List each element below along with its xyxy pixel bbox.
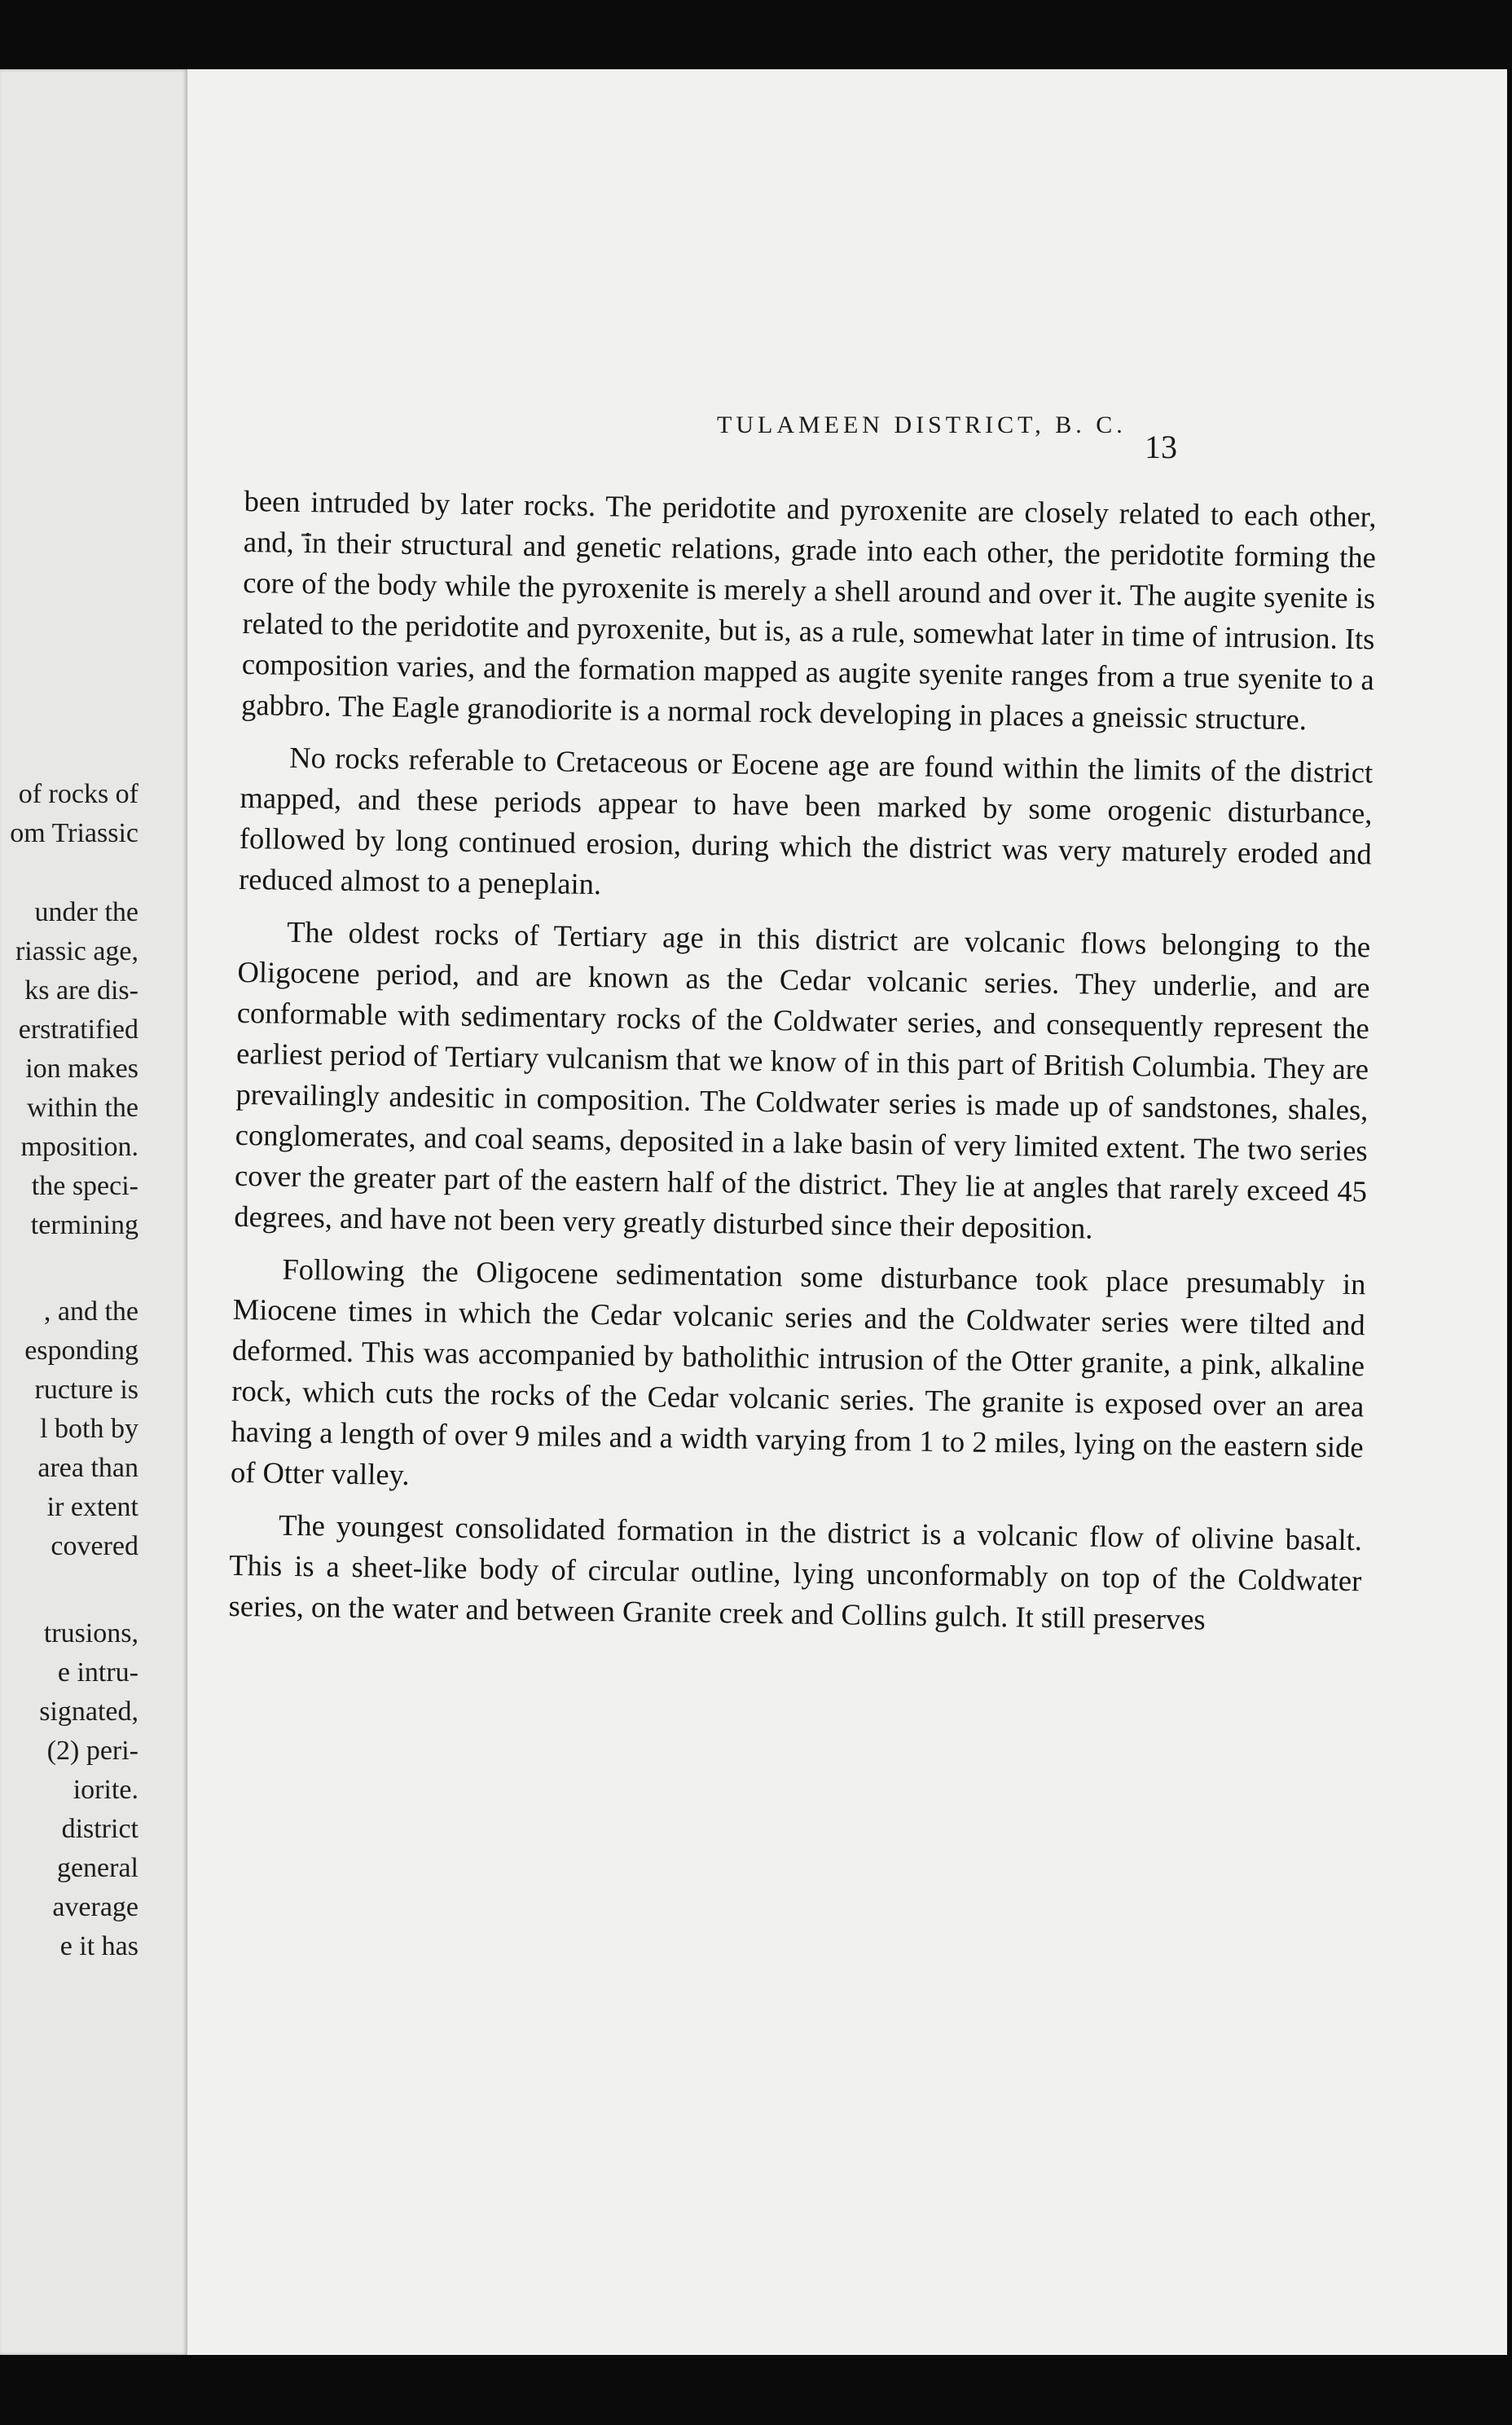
left-line-27: e it has [59,1931,138,1961]
left-line-24: district [61,1814,138,1844]
left-line-3: under the [34,897,138,927]
running-head-text: TULAMEEN DISTRICT, B. C. [717,412,1127,438]
left-line-21: signated, [39,1697,138,1727]
left-line-11: termining [30,1210,138,1240]
left-line-1: of rocks of [18,779,138,809]
paragraph-2: No rocks referable to Cretaceous or Eocene age are found within the limits of the district mapped, and these periods appear to have been marked by some orogenic disturbance, followed by long continued erosion, during which the district was very maturely eroded and reduced almost to a peneplain. [238,740,1374,901]
left-line-20: e intru- [57,1657,138,1688]
paragraph-5: The youngest consolidated formation in the district is a volcanic flow of olivine basalt. This is a sheet-like body of circular outline, lying unconformably on top of the Coldwater series, on the water and between Granite creek and Collins gulch. It still preserves [228,1507,1363,1636]
left-line-25: general [56,1853,138,1883]
left-page-fragment [0,69,187,2355]
left-line-10: the speci- [31,1171,138,1201]
left-line-7: ion makes [25,1054,138,1084]
left-line-4: riassic age, [15,936,138,966]
paragraph-4: Following the Oligocene sedimentation some disturbance took place presumably in Miocene times in which the Cedar volcanic series and the Coldwater series were tilted and deformed. This was accompanied by batholithic intrusion of the Otter granite, a pink, alkaline rock, which cuts the rocks of the Cedar volcanic series. The granite is exposed over an area having a length of over 9 miles and a width varying from 1 to 2 miles, lying on the eastern side of Otter valley. [230,1252,1366,1491]
left-line-2: om Triassic [10,818,138,848]
left-line-6: erstratified [18,1014,138,1045]
left-line-14: ructure is [34,1375,138,1405]
left-line-19: trusions, [43,1618,138,1648]
paragraph-1: been intruded by later rocks. The peridotite and pyroxenite are closely related to each other, and, in their structural and genetic relations, grade into each other, the peridotite forming the core of the body while the pyroxenite is merely a shell around and over it. The augite syenite is related to the peridotite and pyroxenite, but is, as a rule, somewhat later in time of intrusion. Its composition varies, and the formation mapped as augite syenite ranges from a true syenite to a gabbro. The Eagle granodiorite is a normal rock developing in places a gneissic structure. [240,483,1377,737]
right-page [187,69,1507,2355]
left-line-5: ks are dis- [24,975,138,1006]
left-line-16: area than [37,1453,138,1483]
left-line-13: esponding [24,1336,138,1366]
left-line-8: within the [27,1093,138,1123]
left-line-22: (2) peri- [46,1736,138,1766]
left-line-23: iorite. [73,1775,138,1805]
left-line-15: l both by [40,1414,138,1444]
left-line-18: covered [51,1531,138,1561]
left-line-12: , and the [43,1296,138,1327]
left-line-17: ir extent [46,1492,138,1522]
page-number: 13 [1145,429,1177,465]
left-line-26: average [52,1892,138,1922]
left-line-9: mposition. [20,1132,138,1162]
paragraph-3: The oldest rocks of Tertiary age in this district are volcanic flows belonging to the Oligocene period, and are known as the Cedar volcanic series. They underlie, and are conformable with sedimentary rocks of the Coldwater series, and consequently represent the earliest period of Tertiary vulcanism that we know of in this part of British Columbia. They are prevailingly andesitic in composition. The Coldwater series is made up of sandstones, shales, conglomerates, and coal seams, deposited in a lake basin of very limited extent. The two series cover the greater part of the eastern half of the district. They lie at angles that rarely exceed 45 degrees, and have not been very greatly disturbed since their deposition. [234,914,1371,1245]
body-text [228,481,1377,1653]
